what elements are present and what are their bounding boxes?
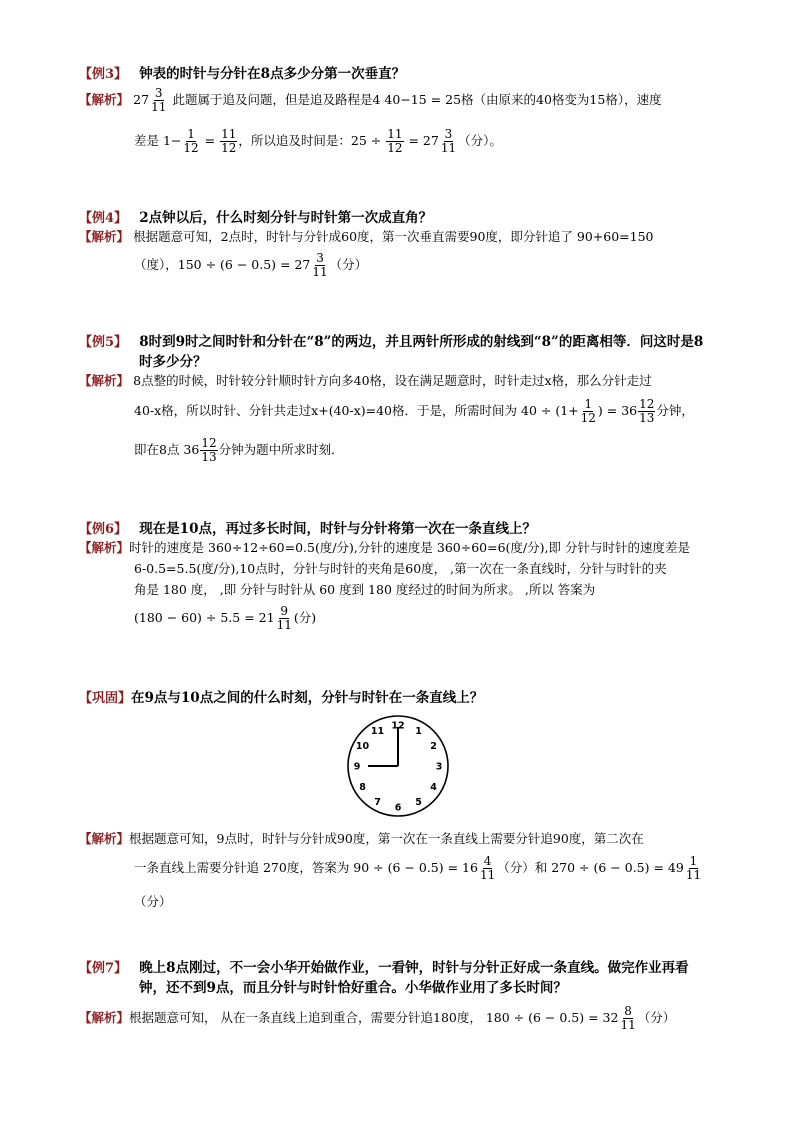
example-3-fraction: $\frac{3}{11}$ <box>151 86 167 114</box>
clock-numeral: 5 <box>415 797 422 808</box>
example-6-question-line <box>79 517 536 537</box>
example-3-mixed-whole: 27 <box>133 92 150 107</box>
clock-numeral: 9 <box>353 761 361 773</box>
example-6-solution-line-1: 【解析】时针的速度是 360÷12÷60=0.5(度/分),分针的速度是 360÷60=6(度/分),即 分针与时针的速度差是 <box>79 540 690 555</box>
clock-icon <box>344 712 452 820</box>
example-6-solution-line-4: (180 − 60) ÷ 5.5 = 21 $\frac{9}{11}$ (分) <box>134 604 317 632</box>
example-4-tag: 【例4】 <box>79 211 128 226</box>
clock-numeral: 3 <box>435 761 443 773</box>
example-7-question: 晚上8点刚过，不一会小华开始做作业，一看钟，时针与分针正好成一条直线。做完作业再看 <box>139 960 689 976</box>
example-4-solution-line-2: （度），150 ÷ (6 − 0.5) = 27 $\frac{3}{11}$ （分） <box>134 251 368 279</box>
example-7-question-line-2: 钟，还不到9点，而且分针与时针恰好重合。小华做作业用了多长时间？ <box>139 980 567 996</box>
example-7-tag: 【例7】 <box>79 961 128 976</box>
clock-numeral: 1 <box>415 726 422 737</box>
example-4-solution-tag: 【解析】 <box>79 229 130 244</box>
example-6-solution-line-3: 角是 180 度， ,即 分针与时针从 60 度到 180 度经过的时间为所求。 ,所以 答案为 <box>134 582 596 597</box>
clock-numeral: 6 <box>394 802 402 814</box>
consolidation-tag: 【巩固】 <box>79 691 132 706</box>
clock-numeral: 10 <box>355 741 370 752</box>
example-7-question-line-1 <box>79 956 689 976</box>
example-3-solution-line-2: 差是 1− $\frac{1}{12}$ = $\frac{11}{12}$ ，所以追及时间是：25 ÷ $\frac{11}{12}$ = 27 $\frac{3}{11}$ （分）。 <box>134 127 502 155</box>
example-6-solution-line-2: 6-0.5=5.5(度/分),10点时，分针与时针的夹角是60度， ,第一次在一条直线时，分针与时针的夹 <box>134 561 667 576</box>
clock-numeral: 2 <box>430 741 437 752</box>
consolidation-solution-line-2: 一条直线上需要分针追 270度，答案为 90 ÷ (6 − 0.5) = 16 $\frac{4}{11}$ （分）和 270 ÷ (6 − 0.5) = 49 $\frac{1}{11}$ <box>134 854 702 882</box>
example-5-question: 8时到9时之间时针和分针在“8”的两边，并且两针所形成的射线到“8”的距离相等．问这时是8 <box>139 334 704 350</box>
example-3-solution-tag: 【解析】 <box>79 92 130 107</box>
clock-numeral: 7 <box>374 797 381 808</box>
clock-numeral: 4 <box>430 782 437 793</box>
clock-numeral: 11 <box>370 726 385 737</box>
example-5-solution-line-2: 40-x格，所以时针、分针共走过x+(40-x)=40格．于是，所需时间为 40 ÷ (1+ $\frac{1}{12}$ ) = 36 $\frac{12}{13}$ 分钟， <box>134 397 694 425</box>
example-5-solution-line-1: 【解析】 8点整的时候，时针较分针顺时针方向多40格，设在满足题意时，时针走过x格，那么分针走过 <box>79 373 652 388</box>
consolidation-solution-tag: 【解析】 <box>79 831 130 846</box>
example-7-solution-line-1: 【解析】根据题意可知， 从在一条直线上追到重合，需要分针追180度， 180 ÷ (6 − 0.5) = 32 $\frac{8}{11}$ （分） <box>79 1004 676 1032</box>
example-7-solution-tag: 【解析】 <box>79 1010 130 1025</box>
example-6-tag: 【例6】 <box>79 522 128 537</box>
example-5-solution-tag: 【解析】 <box>79 373 130 388</box>
consolidation-solution-line-1: 【解析】根据题意可知，9点时，时针与分针成90度，第一次在一条直线上需要分针追90度，第二次在 <box>79 831 644 846</box>
example-3-text-1: 此题属于追及问题，但是追及路程是4 40−15 = 25格（由原来的40格变为15格），速度 <box>172 92 662 107</box>
example-4-question: 2点钟以后，什么时刻分针与时针第一次成直角？ <box>139 210 433 226</box>
clock-numeral: 12 <box>391 720 405 732</box>
example-5-question-line-1 <box>79 330 703 350</box>
consolidation-question-line <box>79 686 483 706</box>
consolidation-solution-line-3: （分） <box>134 894 172 909</box>
example-3-solution-line-1 <box>79 87 662 114</box>
example-4-solution-line-1: 【解析】 根据题意可知，2点时，时针与分针成60度，第一次垂直需要90度，即分针追了 90+60=150 <box>79 229 654 244</box>
example-3-question-line <box>79 62 405 82</box>
example-4-question-line <box>79 206 432 226</box>
clock-numeral: 8 <box>359 782 366 793</box>
example-3-question: 钟表的时针与分针在8点多少分第一次垂直？ <box>139 66 406 82</box>
example-5-tag: 【例5】 <box>79 335 128 350</box>
example-3-tag: 【例3】 <box>79 67 128 82</box>
example-6-question: 现在是10点，再过多长时间，时针与分针将第一次在一条直线上？ <box>139 521 536 537</box>
example-6-solution-tag: 【解析】 <box>79 540 130 555</box>
consolidation-question: 在9点与10点之间的什么时刻，分针与时针在一条直线上？ <box>131 690 484 706</box>
example-5-question-line-2: 时多少分？ <box>139 354 207 370</box>
example-5-solution-line-3: 即在8点 36 $\frac{12}{13}$ 分钟为题中所求时刻． <box>134 436 344 464</box>
